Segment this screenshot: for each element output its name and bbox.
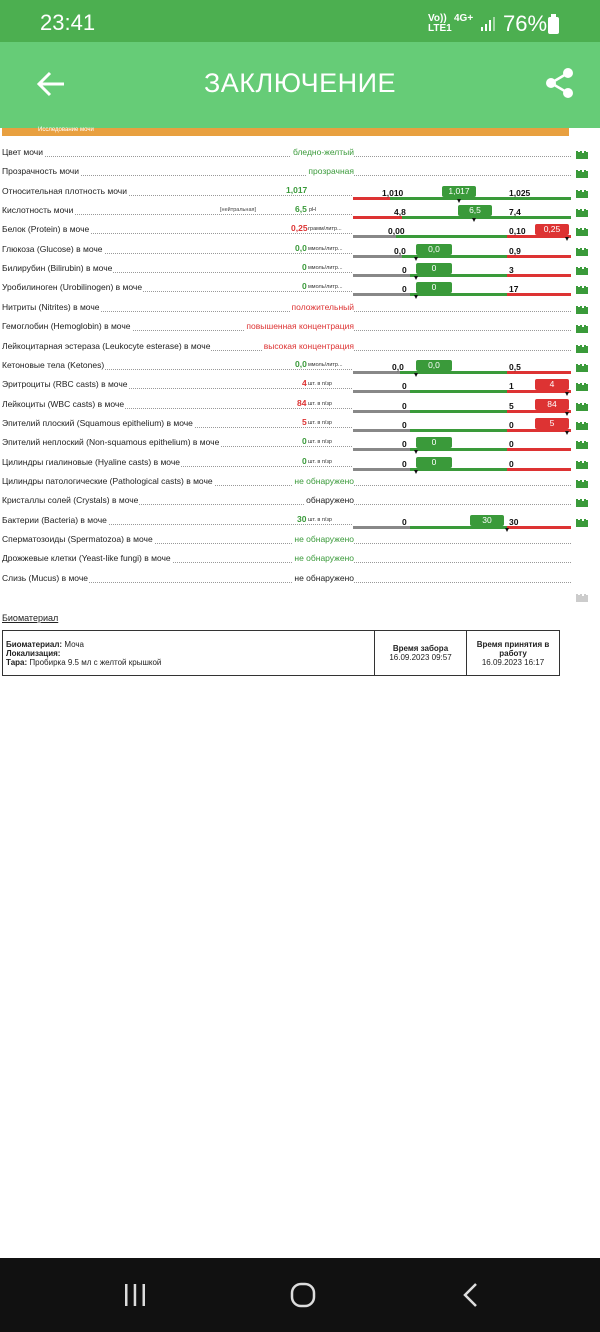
scale-high: 0,5	[509, 361, 521, 372]
leader-dots-right	[354, 562, 571, 563]
result-unit: ммоль/литр...	[308, 284, 343, 291]
battery-percent: 76%	[503, 11, 548, 36]
result-label: Цвет мочи	[2, 147, 43, 157]
result-unit: шт. в п/зр	[308, 419, 332, 426]
biomaterial-table	[2, 630, 560, 676]
scale-high: 0,9	[509, 245, 521, 256]
system-nav-bar	[0, 1258, 600, 1332]
result-row[interactable]	[2, 339, 600, 358]
result-badge: 5	[535, 418, 569, 429]
result-row[interactable]	[2, 280, 600, 299]
scale-segment	[507, 410, 571, 413]
result-row[interactable]	[2, 242, 600, 261]
result-badge: 1,017	[442, 186, 476, 197]
result-badge: 0,0	[416, 360, 452, 371]
result-text: прозрачная	[308, 166, 354, 177]
result-label: Дрожжевые клетки (Yeast-like fungi) в моче	[2, 553, 171, 564]
result-text: повышенная концентрация	[246, 321, 354, 332]
result-row[interactable]	[2, 222, 600, 241]
scale-high: 30	[509, 516, 519, 527]
result-label: Кетоновые тела (Ketones)	[2, 359, 105, 370]
result-unit: ммоль/литр...	[308, 265, 343, 272]
result-label: Билирубин (Bilirubin) в моче	[2, 263, 113, 274]
result-unit: ммоль/литр...	[308, 361, 343, 368]
history-chart-icon[interactable]	[576, 248, 588, 256]
scale-low: 0	[402, 400, 407, 411]
result-row[interactable]	[2, 416, 600, 435]
scale-low: 0	[402, 381, 407, 392]
result-value: 1,017	[286, 184, 308, 195]
history-chart-icon[interactable]	[576, 461, 588, 469]
share-icon[interactable]	[544, 67, 576, 99]
result-unit: pH	[309, 207, 317, 214]
status-bar	[0, 0, 600, 42]
scale-segment	[396, 235, 507, 238]
collect-time: Время забора 16.09.2023 09:57	[375, 631, 467, 676]
history-chart-icon[interactable]	[576, 364, 588, 372]
scale-low: 4,8	[394, 207, 406, 218]
result-text: бледно-желтый	[292, 147, 354, 157]
network-type: 4G+	[454, 13, 474, 24]
section-label: Исследование мочи	[38, 127, 94, 133]
history-chart-icon[interactable]	[576, 170, 588, 178]
back-nav-icon[interactable]	[462, 1282, 480, 1308]
reference-scale	[353, 282, 571, 299]
result-label: Нитриты (Nitrites) в моче	[2, 301, 100, 312]
result-badge: 0	[416, 282, 452, 293]
history-chart-icon[interactable]	[576, 306, 588, 314]
history-chart-icon[interactable]	[576, 190, 588, 198]
result-row[interactable]	[2, 474, 600, 493]
scale-segment	[410, 468, 507, 471]
result-value: 0	[302, 455, 307, 466]
result-badge: 0	[416, 437, 452, 448]
reference-scale	[353, 360, 571, 377]
scale-low: 0,0	[394, 245, 406, 256]
result-text: не обнаружено	[294, 553, 354, 564]
result-badge: 0,25	[535, 224, 569, 235]
result-row[interactable]	[2, 513, 600, 532]
history-chart-icon[interactable]	[576, 499, 588, 507]
scale-low: 0	[402, 439, 407, 450]
result-row[interactable]	[2, 300, 600, 319]
scale-low: 0	[402, 419, 407, 430]
scale-high: 0	[509, 439, 514, 450]
scale-segment	[507, 468, 571, 471]
result-row[interactable]	[2, 377, 600, 396]
result-row[interactable]	[2, 358, 600, 377]
result-value: 6,5	[295, 204, 307, 215]
result-text: обнаружено	[306, 495, 354, 506]
scale-low: 1,010	[382, 187, 404, 198]
scale-segment	[410, 390, 507, 393]
status-time: 23:41	[40, 10, 96, 35]
scale-low: 0	[402, 284, 407, 295]
scale-high: 1,025	[509, 187, 531, 198]
leader-dots-right	[354, 543, 571, 544]
home-icon[interactable]	[290, 1282, 316, 1308]
result-label: Гемоглобин (Hemoglobin) в моче	[2, 321, 131, 332]
biomaterial-heading[interactable]: Биоматериал	[2, 613, 59, 623]
history-chart-icon[interactable]	[576, 441, 588, 449]
history-chart-icon[interactable]	[576, 209, 588, 217]
result-row[interactable]	[2, 435, 600, 454]
reference-scale	[353, 379, 571, 396]
scale-segment	[402, 216, 507, 219]
reference-scale	[353, 205, 571, 222]
reference-scale	[353, 437, 571, 454]
scale-segment	[410, 448, 507, 451]
network-indicator: Vo)) LTE1	[428, 13, 452, 34]
scale-segment	[410, 429, 507, 432]
reference-scale	[353, 186, 571, 203]
result-label: Цилиндры гиалиновые (Hyaline casts) в моче	[2, 456, 181, 467]
result-unit: шт. в п/зр	[308, 516, 332, 523]
result-value: 0,25	[291, 223, 308, 234]
result-label: Белок (Protein) в моче	[2, 224, 90, 235]
history-chart-icon-disabled	[576, 594, 588, 602]
scale-high: 0	[509, 458, 514, 469]
history-chart-icon[interactable]	[576, 383, 588, 391]
result-unit: шт. в п/зр	[308, 439, 332, 446]
leader-dots-right	[354, 330, 571, 331]
scale-segment	[410, 410, 507, 413]
section-header	[2, 128, 569, 136]
history-chart-icon[interactable]	[576, 325, 588, 333]
result-label: Относительная плотность мочи	[2, 185, 127, 196]
result-row[interactable]	[2, 551, 600, 570]
reference-scale	[353, 457, 571, 474]
scale-segment	[507, 390, 571, 393]
leader-dots-right	[354, 156, 571, 157]
result-badge: 0	[416, 457, 452, 468]
history-chart-icon[interactable]	[576, 345, 588, 353]
leader-dots-right	[354, 350, 571, 351]
scale-high: 0	[509, 419, 514, 430]
scale-segment	[507, 274, 571, 277]
result-value: 4	[302, 378, 307, 389]
reference-scale	[353, 224, 571, 241]
result-text: положительный	[291, 301, 354, 312]
scale-high: 5	[509, 400, 514, 411]
history-chart-icon[interactable]	[576, 267, 588, 275]
result-row[interactable]	[2, 532, 600, 551]
result-value: 0,0	[295, 242, 307, 253]
result-row[interactable]	[2, 261, 600, 280]
result-unit: шт. в п/зр	[308, 458, 332, 465]
result-badge: 0,0	[416, 244, 452, 255]
result-value: 0	[302, 436, 307, 447]
result-label: Сперматозоиды (Spermatozoa) в моче	[2, 534, 153, 544]
leader-dots-right	[354, 582, 571, 583]
reference-scale	[353, 244, 571, 261]
result-badge: 0	[416, 263, 452, 274]
reference-scale	[353, 263, 571, 280]
result-row[interactable]	[2, 319, 600, 338]
reference-scale	[353, 418, 571, 435]
result-label: Кислотность мочи	[2, 205, 74, 216]
result-text: не обнаружено	[294, 534, 354, 544]
signal-icon	[480, 16, 496, 32]
leader-dots-right	[354, 175, 571, 176]
result-label: Эритроциты (RBC casts) в моче	[2, 379, 128, 390]
history-chart-icon[interactable]	[576, 519, 588, 527]
result-unit: грамм/литр...	[308, 226, 342, 233]
result-text: высокая концентрация	[263, 340, 354, 351]
result-unit: шт. в п/зр	[308, 400, 332, 407]
scale-segment	[390, 197, 507, 200]
scale-segment	[410, 293, 507, 296]
result-value: 30	[297, 513, 307, 524]
result-row[interactable]	[2, 493, 600, 512]
result-row[interactable]	[2, 203, 600, 222]
result-text: не обнаружено	[294, 572, 354, 583]
result-row[interactable]	[2, 397, 600, 416]
history-chart-icon[interactable]	[576, 480, 588, 488]
history-chart-icon[interactable]	[576, 228, 588, 236]
scale-segment	[410, 274, 507, 277]
leader-dots-right	[354, 504, 571, 505]
scale-high: 0,10	[509, 226, 526, 237]
scale-segment	[507, 429, 571, 432]
result-value: 84	[297, 397, 307, 408]
result-label: Эпителий неплоский (Non-squamous epithelium) в моче	[2, 437, 220, 448]
history-chart-icon[interactable]	[576, 286, 588, 294]
result-row[interactable]	[2, 164, 600, 183]
scale-low: 0,0	[392, 361, 404, 372]
result-label: Цилиндры патологические (Pathological casts) в моче	[2, 475, 213, 486]
accept-time: Время принятия в работу 16.09.2023 16:17	[467, 631, 560, 676]
result-label: Прозрачность мочи	[2, 166, 79, 177]
scale-high: 17	[509, 284, 519, 295]
reference-scale	[353, 515, 571, 532]
recent-apps-icon[interactable]	[122, 1282, 148, 1308]
result-value: 0	[302, 262, 307, 273]
result-label: Уробилиноген (Urobilinogen) в моче	[2, 282, 143, 293]
scale-high: 3	[509, 265, 514, 276]
result-badge: 6,5	[458, 205, 492, 216]
result-unit: шт. в п/зр	[308, 381, 332, 388]
result-label: Бактерии (Bacteria) в моче	[2, 514, 107, 525]
result-row[interactable]	[2, 455, 600, 474]
result-value: 0,0	[295, 358, 307, 369]
scale-low: 0	[402, 265, 407, 276]
leader-dots-right	[354, 485, 571, 486]
result-value: 5	[302, 416, 307, 427]
result-label: Кристаллы солей (Crystals) в моче	[2, 495, 139, 506]
result-label: Эпителий плоский (Squamous epithelium) в моче	[2, 417, 193, 428]
biomaterial-info: Биоматериал: Моча Локализация: Тара: Пробирка 9.5 мл с желтой крышкой	[3, 631, 375, 676]
result-badge: 4	[535, 379, 569, 390]
history-chart-icon[interactable]	[576, 403, 588, 411]
history-chart-icon[interactable]	[576, 151, 588, 159]
scale-low: 0	[402, 458, 407, 469]
result-label: Лейкоцитарная эстераза (Leukocyte esterase) в моче	[2, 340, 211, 351]
result-label: Глюкоза (Glucose) в моче	[2, 243, 103, 254]
battery-icon	[548, 17, 559, 34]
result-note: [нейтральная]	[220, 207, 257, 214]
result-unit: ммоль/литр...	[308, 245, 343, 252]
result-label: Слизь (Mucus) в моче	[2, 572, 89, 583]
leader-dots-right	[354, 311, 571, 312]
scale-segment	[507, 448, 571, 451]
scale-high: 7,4	[509, 207, 521, 218]
reference-scale	[353, 399, 571, 416]
result-value: 0	[302, 281, 307, 292]
result-badge: 84	[535, 399, 569, 410]
result-row[interactable]	[2, 145, 600, 164]
scale-high: 1	[509, 381, 514, 392]
result-text: не обнаружено	[294, 475, 354, 486]
page-title: ЗАКЛЮЧЕНИЕ	[203, 68, 397, 98]
history-chart-icon[interactable]	[576, 422, 588, 430]
result-badge: 30	[470, 515, 504, 526]
result-row[interactable]	[2, 184, 600, 203]
result-label: Лейкоциты (WBC casts) в моче	[2, 398, 125, 409]
app-bar	[0, 42, 600, 128]
scale-low: 0	[402, 516, 407, 527]
result-row[interactable]	[2, 571, 600, 590]
scale-segment	[410, 526, 507, 529]
scale-low: 0,00	[388, 226, 405, 237]
